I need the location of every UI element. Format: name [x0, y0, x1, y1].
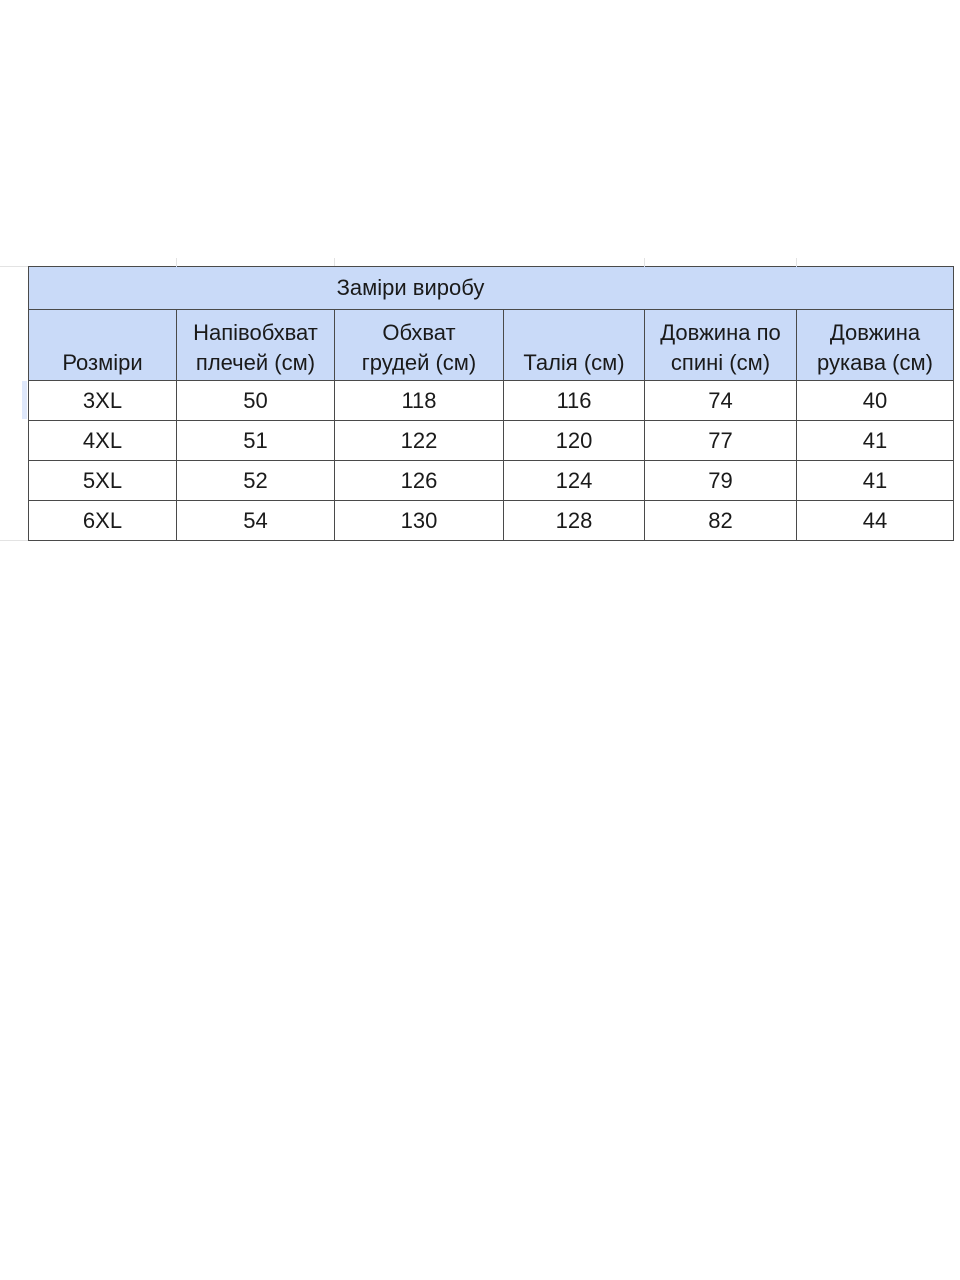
header-chest[interactable]: Обхват грудей (см)	[335, 310, 504, 381]
cell-sleeve-length[interactable]: 41	[797, 461, 954, 501]
gridline	[176, 258, 177, 266]
cell-waist[interactable]: 124	[504, 461, 645, 501]
gridline	[0, 266, 28, 267]
gridline	[644, 258, 645, 266]
cell-shoulders[interactable]: 50	[177, 381, 335, 421]
cell-back-length[interactable]: 77	[645, 421, 797, 461]
cell-shoulders[interactable]: 54	[177, 501, 335, 541]
table-title-row	[29, 267, 954, 310]
cell-back-length[interactable]: 74	[645, 381, 797, 421]
cell-sleeve-length[interactable]: 44	[797, 501, 954, 541]
table-row	[29, 421, 954, 461]
cell-chest[interactable]: 122	[335, 421, 504, 461]
size-table	[28, 266, 954, 541]
title-blank-cell[interactable]	[645, 267, 797, 310]
cell-size[interactable]: 5XL	[29, 461, 177, 501]
cell-size[interactable]: 4XL	[29, 421, 177, 461]
cell-waist[interactable]: 128	[504, 501, 645, 541]
title-blank-cell[interactable]	[29, 267, 177, 310]
cell-chest[interactable]: 130	[335, 501, 504, 541]
table-row	[29, 461, 954, 501]
cell-size[interactable]: 6XL	[29, 501, 177, 541]
cell-chest[interactable]: 126	[335, 461, 504, 501]
cell-shoulders[interactable]: 52	[177, 461, 335, 501]
title-blank-cell[interactable]	[797, 267, 954, 310]
cell-size[interactable]: 3XL	[29, 381, 177, 421]
table-row	[29, 501, 954, 541]
header-back-length[interactable]: Довжина по спині (см)	[645, 310, 797, 381]
table-title[interactable]: Заміри виробу	[177, 267, 645, 310]
gridline	[334, 258, 335, 266]
gridline	[0, 540, 28, 541]
table-row	[29, 381, 954, 421]
cell-waist[interactable]: 120	[504, 421, 645, 461]
gridline	[796, 258, 797, 266]
header-size[interactable]: Розміри	[29, 310, 177, 381]
cell-back-length[interactable]: 82	[645, 501, 797, 541]
cell-waist[interactable]: 116	[504, 381, 645, 421]
header-sleeve-length[interactable]: Довжина рукава (см)	[797, 310, 954, 381]
table-header-row	[29, 310, 954, 381]
header-waist[interactable]: Талія (см)	[504, 310, 645, 381]
cell-back-length[interactable]: 79	[645, 461, 797, 501]
cell-sleeve-length[interactable]: 41	[797, 421, 954, 461]
cell-chest[interactable]: 118	[335, 381, 504, 421]
header-shoulders[interactable]: Напівобхват плечей (см)	[177, 310, 335, 381]
cell-sleeve-length[interactable]: 40	[797, 381, 954, 421]
selected-row-marker	[22, 381, 27, 419]
cell-shoulders[interactable]: 51	[177, 421, 335, 461]
